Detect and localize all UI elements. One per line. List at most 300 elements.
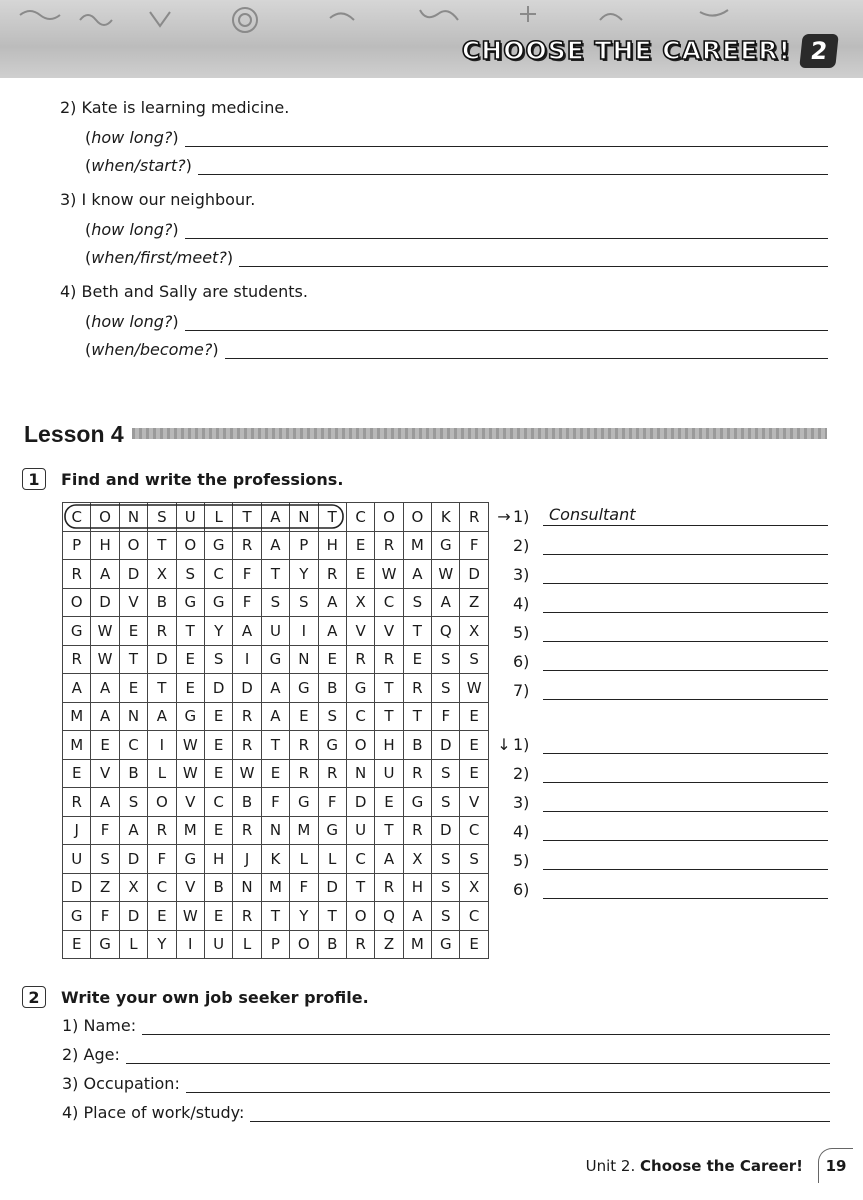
grid-cell[interactable]: Y (290, 560, 318, 589)
grid-cell[interactable]: D (346, 788, 374, 817)
grid-cell[interactable]: I (233, 645, 261, 674)
grid-cell[interactable]: W (375, 560, 403, 589)
grid-cell[interactable]: F (261, 788, 289, 817)
grid-cell[interactable]: W (91, 617, 119, 646)
grid-cell[interactable]: D (119, 845, 147, 874)
grid-cell[interactable]: G (63, 902, 91, 931)
grid-cell[interactable]: F (432, 702, 460, 731)
grid-cell[interactable]: E (63, 759, 91, 788)
grid-cell[interactable]: O (148, 788, 176, 817)
grid-cell[interactable]: T (233, 503, 261, 532)
grid-cell[interactable]: O (346, 902, 374, 931)
grid-cell[interactable]: K (261, 845, 289, 874)
grid-cell[interactable]: R (63, 560, 91, 589)
answer-blank[interactable] (543, 621, 828, 642)
grid-cell[interactable]: B (318, 930, 346, 959)
grid-cell[interactable]: O (176, 531, 204, 560)
answer-line[interactable]: (how long?) (85, 220, 828, 239)
grid-cell[interactable]: Z (91, 873, 119, 902)
grid-cell[interactable]: M (403, 930, 431, 959)
grid-cell[interactable]: C (204, 560, 232, 589)
grid-cell[interactable]: C (346, 702, 374, 731)
grid-cell[interactable]: T (261, 902, 289, 931)
footer-unit: Unit 2. (585, 1157, 636, 1175)
grid-cell[interactable]: O (63, 588, 91, 617)
grid-row (63, 588, 489, 617)
answer-blank[interactable] (543, 650, 828, 671)
grid-cell[interactable]: V (119, 588, 147, 617)
grid-cell[interactable]: G (290, 788, 318, 817)
grid-cell[interactable]: D (148, 645, 176, 674)
grid-cell[interactable]: A (261, 531, 289, 560)
grid-cell[interactable]: R (233, 531, 261, 560)
grid-cell[interactable]: I (290, 617, 318, 646)
grid-cell[interactable]: A (403, 560, 431, 589)
grid-cell[interactable]: F (91, 816, 119, 845)
grid-cell[interactable]: M (290, 816, 318, 845)
grid-cell[interactable]: A (148, 702, 176, 731)
answer-line[interactable]: (how long?) (85, 128, 828, 147)
grid-cell[interactable]: B (204, 873, 232, 902)
grid-cell[interactable]: U (346, 816, 374, 845)
grid-row (63, 531, 489, 560)
grid-cell[interactable]: Y (204, 617, 232, 646)
grid-cell[interactable]: L (204, 503, 232, 532)
grid-cell[interactable]: R (233, 902, 261, 931)
grid-cell[interactable]: M (63, 702, 91, 731)
grid-cell[interactable]: Z (460, 588, 488, 617)
grid-cell[interactable]: X (148, 560, 176, 589)
answer-blank[interactable] (185, 314, 828, 331)
grid-cell[interactable]: G (204, 531, 232, 560)
grid-cell[interactable]: T (318, 503, 346, 532)
grid-cell[interactable]: E (346, 560, 374, 589)
grid-cell[interactable]: E (460, 759, 488, 788)
grid-cell[interactable]: E (460, 702, 488, 731)
grid-cell[interactable]: S (432, 788, 460, 817)
grid-cell[interactable]: D (318, 873, 346, 902)
grid-cell[interactable]: D (91, 588, 119, 617)
grid-cell[interactable]: G (176, 702, 204, 731)
grid-cell[interactable]: N (290, 503, 318, 532)
arrow-right-icon: → (497, 507, 511, 526)
grid-cell[interactable]: R (233, 731, 261, 760)
answer-blank[interactable]: Consultant (543, 505, 828, 526)
grid-cell[interactable]: G (63, 617, 91, 646)
profile-age-line[interactable] (62, 1045, 830, 1064)
grid-cell[interactable]: G (204, 588, 232, 617)
grid-cell[interactable]: A (91, 702, 119, 731)
grid-cell[interactable]: U (63, 845, 91, 874)
grid-cell[interactable]: S (204, 645, 232, 674)
grid-cell[interactable]: E (176, 645, 204, 674)
grid-cell[interactable]: C (63, 503, 91, 532)
grid-cell[interactable]: G (290, 674, 318, 703)
grid-cell[interactable]: J (233, 845, 261, 874)
grid-cell[interactable]: D (460, 560, 488, 589)
grid-cell[interactable]: Y (290, 902, 318, 931)
grid-cell[interactable]: E (148, 902, 176, 931)
grid-row (63, 560, 489, 589)
grid-cell[interactable]: B (233, 788, 261, 817)
grid-cell[interactable]: O (375, 503, 403, 532)
grid-cell[interactable]: U (375, 759, 403, 788)
grid-cell[interactable]: K (432, 503, 460, 532)
grid-cell[interactable]: G (261, 645, 289, 674)
profile-blank[interactable] (126, 1047, 830, 1064)
grid-cell[interactable]: E (204, 902, 232, 931)
grid-cell[interactable]: R (346, 645, 374, 674)
grid-cell[interactable]: X (346, 588, 374, 617)
grid-cell[interactable]: R (403, 759, 431, 788)
grid-cell[interactable]: R (346, 930, 374, 959)
grid-cell[interactable]: T (403, 617, 431, 646)
grid-cell[interactable]: T (318, 902, 346, 931)
grid-cell[interactable]: L (290, 845, 318, 874)
grid-cell[interactable]: C (346, 503, 374, 532)
grid-cell[interactable]: R (375, 531, 403, 560)
answer-blank[interactable] (543, 733, 828, 754)
grid-cell[interactable]: T (403, 702, 431, 731)
answer-row (495, 591, 828, 613)
grid-cell[interactable]: A (261, 702, 289, 731)
grid-cell[interactable]: L (233, 930, 261, 959)
footer-unit-title (586, 1157, 803, 1175)
exercise-2-number: 2 (22, 986, 46, 1008)
grid-cell[interactable]: P (261, 930, 289, 959)
grid-cell[interactable]: G (318, 816, 346, 845)
grid-row (63, 845, 489, 874)
grid-cell[interactable]: Z (375, 930, 403, 959)
answer-blank[interactable] (198, 158, 828, 175)
answer-blank[interactable] (543, 878, 828, 899)
profile-blank[interactable] (250, 1105, 830, 1122)
grid-cell[interactable]: X (119, 873, 147, 902)
grid-cell[interactable]: C (148, 873, 176, 902)
grid-cell[interactable]: A (261, 503, 289, 532)
grid-cell[interactable]: A (91, 788, 119, 817)
grid-cell[interactable]: R (233, 816, 261, 845)
answer-row (495, 790, 828, 812)
grid-cell[interactable]: R (148, 617, 176, 646)
grid-cell[interactable]: L (119, 930, 147, 959)
grid-cell[interactable]: G (176, 588, 204, 617)
grid-cell[interactable]: S (318, 702, 346, 731)
answer-number: 3) (513, 565, 530, 584)
answer-blank[interactable] (543, 592, 828, 613)
grid-cell[interactable]: G (346, 674, 374, 703)
answer-blank[interactable] (543, 762, 828, 783)
grid-cell[interactable]: E (460, 930, 488, 959)
grid-cell[interactable]: S (176, 560, 204, 589)
grid-cell[interactable]: A (403, 902, 431, 931)
answer-line[interactable]: (when/become?) (85, 340, 828, 359)
grid-cell[interactable]: G (432, 531, 460, 560)
grid-cell[interactable]: D (233, 674, 261, 703)
grid-cell[interactable]: A (91, 560, 119, 589)
answer-line[interactable]: (how long?) (85, 312, 828, 331)
grid-cell[interactable]: V (176, 788, 204, 817)
question-text: Kate is learning medicine. (81, 98, 290, 117)
grid-cell[interactable]: R (318, 759, 346, 788)
grid-cell[interactable]: S (403, 588, 431, 617)
grid-cell[interactable]: Q (432, 617, 460, 646)
grid-cell[interactable]: R (63, 788, 91, 817)
grid-cell[interactable]: E (403, 645, 431, 674)
grid-row (63, 873, 489, 902)
answer-blank[interactable] (543, 563, 828, 584)
grid-cell[interactable]: S (432, 845, 460, 874)
profile-blank[interactable] (142, 1018, 830, 1035)
grid-cell[interactable]: S (432, 902, 460, 931)
grid-cell[interactable]: W (176, 902, 204, 931)
grid-cell[interactable]: R (460, 503, 488, 532)
grid-cell[interactable]: W (460, 674, 488, 703)
grid-cell[interactable]: A (119, 816, 147, 845)
exercise-2-title: Write your own job seeker profile. (61, 988, 369, 1007)
answer-blank[interactable] (543, 849, 828, 870)
grid-cell[interactable]: S (432, 674, 460, 703)
profile-blank[interactable] (186, 1076, 830, 1093)
grid-cell[interactable]: C (460, 816, 488, 845)
grid-cell[interactable]: U (176, 503, 204, 532)
grid-cell[interactable]: L (148, 759, 176, 788)
grid-cell[interactable]: E (204, 731, 232, 760)
grid-cell[interactable]: D (63, 873, 91, 902)
grid-cell[interactable]: A (233, 617, 261, 646)
answer-blank[interactable] (185, 130, 828, 147)
grid-cell[interactable]: R (148, 816, 176, 845)
question-3 (60, 190, 830, 280)
grid-cell[interactable]: G (318, 731, 346, 760)
grid-cell[interactable]: E (91, 731, 119, 760)
grid-cell[interactable]: L (318, 845, 346, 874)
profile-name-line[interactable] (62, 1016, 830, 1035)
answer-blank[interactable] (543, 679, 828, 700)
grid-cell[interactable]: T (176, 617, 204, 646)
grid-cell[interactable]: F (318, 788, 346, 817)
grid-cell[interactable]: E (375, 788, 403, 817)
grid-cell[interactable]: F (91, 902, 119, 931)
grid-cell[interactable]: T (375, 816, 403, 845)
grid-row (63, 731, 489, 760)
grid-cell[interactable]: S (91, 845, 119, 874)
grid-cell[interactable]: S (119, 788, 147, 817)
grid-cell[interactable]: A (432, 588, 460, 617)
grid-cell[interactable]: X (460, 617, 488, 646)
grid-cell[interactable]: M (176, 816, 204, 845)
grid-cell[interactable]: P (63, 531, 91, 560)
grid-cell[interactable]: G (432, 930, 460, 959)
footer-title: Choose the Career! (640, 1157, 803, 1175)
grid-cell[interactable]: O (346, 731, 374, 760)
grid-cell[interactable]: S (460, 645, 488, 674)
grid-cell[interactable]: N (346, 759, 374, 788)
grid-cell[interactable]: N (119, 503, 147, 532)
grid-cell[interactable]: C (375, 588, 403, 617)
grid-cell[interactable]: V (91, 759, 119, 788)
grid-cell[interactable]: D (119, 902, 147, 931)
grid-cell[interactable]: H (403, 873, 431, 902)
grid-cell[interactable]: F (290, 873, 318, 902)
grid-cell[interactable]: N (261, 816, 289, 845)
grid-cell[interactable]: V (176, 873, 204, 902)
grid-cell[interactable]: P (290, 531, 318, 560)
grid-cell[interactable]: E (460, 731, 488, 760)
grid-cell[interactable]: T (346, 873, 374, 902)
grid-cell[interactable]: E (346, 531, 374, 560)
page-number: 19 (818, 1148, 853, 1183)
answer-blank[interactable] (225, 342, 828, 359)
grid-cell[interactable]: F (233, 588, 261, 617)
grid-cell[interactable]: E (261, 759, 289, 788)
grid-cell[interactable]: E (119, 617, 147, 646)
grid-cell[interactable]: J (63, 816, 91, 845)
grid-cell[interactable]: N (290, 645, 318, 674)
grid-cell[interactable]: R (233, 702, 261, 731)
grid-cell[interactable]: B (119, 759, 147, 788)
grid-cell[interactable]: I (148, 731, 176, 760)
answer-blank[interactable] (543, 791, 828, 812)
grid-cell[interactable]: F (148, 845, 176, 874)
grid-cell[interactable]: O (290, 930, 318, 959)
grid-cell[interactable]: Q (375, 902, 403, 931)
answer-blank[interactable] (543, 534, 828, 555)
grid-cell[interactable]: F (460, 531, 488, 560)
grid-cell[interactable]: A (318, 617, 346, 646)
grid-cell[interactable]: T (261, 560, 289, 589)
grid-cell[interactable]: H (204, 845, 232, 874)
answer-blank[interactable] (239, 250, 828, 267)
grid-cell[interactable]: U (261, 617, 289, 646)
grid-cell[interactable]: E (318, 645, 346, 674)
grid-cell[interactable]: S (432, 759, 460, 788)
profile-label: 3) Occupation: (62, 1074, 180, 1093)
grid-cell[interactable]: C (460, 902, 488, 931)
grid-cell[interactable]: X (460, 873, 488, 902)
grid-cell[interactable]: T (119, 645, 147, 674)
grid-cell[interactable]: O (119, 531, 147, 560)
grid-cell[interactable]: U (204, 930, 232, 959)
grid-cell[interactable]: H (318, 531, 346, 560)
unit-number-badge: 2 (799, 34, 839, 68)
grid-cell[interactable]: O (403, 503, 431, 532)
grid-cell[interactable]: C (346, 845, 374, 874)
grid-cell[interactable]: E (204, 702, 232, 731)
grid-cell[interactable]: V (460, 788, 488, 817)
grid-cell[interactable]: T (148, 531, 176, 560)
answer-blank[interactable] (543, 820, 828, 841)
answer-row (495, 620, 828, 642)
grid-cell[interactable]: G (403, 788, 431, 817)
grid-cell[interactable]: R (290, 759, 318, 788)
grid-cell[interactable]: M (63, 731, 91, 760)
grid-cell[interactable]: R (63, 645, 91, 674)
grid-cell[interactable]: M (403, 531, 431, 560)
grid-cell[interactable]: D (432, 816, 460, 845)
grid-cell[interactable]: R (290, 731, 318, 760)
grid-cell[interactable]: W (432, 560, 460, 589)
profile-place-line[interactable] (62, 1103, 830, 1122)
grid-cell[interactable]: H (91, 531, 119, 560)
grid-cell[interactable]: T (261, 731, 289, 760)
grid-cell[interactable]: A (91, 674, 119, 703)
answer-row (495, 678, 828, 700)
grid-cell[interactable]: N (119, 702, 147, 731)
grid-cell[interactable]: V (346, 617, 374, 646)
profile-occupation-line[interactable] (62, 1074, 830, 1093)
grid-cell[interactable]: T (375, 702, 403, 731)
grid-cell[interactable]: R (375, 645, 403, 674)
grid-cell[interactable]: E (63, 930, 91, 959)
grid-cell[interactable]: F (233, 560, 261, 589)
header-band (0, 0, 863, 78)
grid-cell[interactable]: Y (148, 930, 176, 959)
grid-cell[interactable]: A (318, 588, 346, 617)
answer-blank[interactable] (185, 222, 828, 239)
answer-number: 3) (513, 793, 530, 812)
grid-cell[interactable]: B (148, 588, 176, 617)
grid-cell[interactable]: G (176, 845, 204, 874)
grid-cell[interactable]: O (91, 503, 119, 532)
grid-cell[interactable]: E (290, 702, 318, 731)
grid-cell[interactable]: H (375, 731, 403, 760)
grid-cell[interactable]: S (261, 588, 289, 617)
grid-cell[interactable]: W (176, 759, 204, 788)
answer-row (495, 877, 828, 899)
grid-cell[interactable]: A (63, 674, 91, 703)
grid-cell[interactable]: N (233, 873, 261, 902)
grid-cell[interactable]: E (204, 816, 232, 845)
grid-cell[interactable]: W (176, 731, 204, 760)
grid-cell[interactable]: X (403, 845, 431, 874)
question-number: 3) (60, 190, 77, 209)
answer-line[interactable]: (when/start?) (85, 156, 828, 175)
grid-cell[interactable]: S (290, 588, 318, 617)
answer-line[interactable]: (when/first/meet?) (85, 248, 828, 267)
grid-cell[interactable]: V (375, 617, 403, 646)
grid-cell[interactable]: W (233, 759, 261, 788)
grid-cell[interactable]: T (375, 674, 403, 703)
grid-cell[interactable]: D (204, 674, 232, 703)
grid-cell[interactable]: A (375, 845, 403, 874)
grid-cell[interactable]: S (432, 645, 460, 674)
grid-cell[interactable]: S (460, 845, 488, 874)
grid-cell[interactable]: E (119, 674, 147, 703)
grid-cell[interactable]: B (318, 674, 346, 703)
grid-cell[interactable]: G (91, 930, 119, 959)
grid-cell[interactable]: C (119, 731, 147, 760)
grid-cell[interactable]: I (176, 930, 204, 959)
grid-row (63, 788, 489, 817)
grid-cell[interactable]: R (318, 560, 346, 589)
grid-cell[interactable]: B (403, 731, 431, 760)
grid-cell[interactable]: E (176, 674, 204, 703)
grid-cell[interactable]: S (432, 873, 460, 902)
grid-cell[interactable]: M (261, 873, 289, 902)
grid-cell[interactable]: R (403, 816, 431, 845)
grid-cell[interactable]: D (119, 560, 147, 589)
grid-cell[interactable]: C (204, 788, 232, 817)
grid-cell[interactable]: A (261, 674, 289, 703)
grid-cell[interactable]: D (432, 731, 460, 760)
grid-cell[interactable]: W (91, 645, 119, 674)
grid-cell[interactable]: T (148, 674, 176, 703)
grid-cell[interactable]: R (403, 674, 431, 703)
grid-cell[interactable]: R (375, 873, 403, 902)
grid-cell[interactable]: E (204, 759, 232, 788)
grid-cell[interactable]: S (148, 503, 176, 532)
